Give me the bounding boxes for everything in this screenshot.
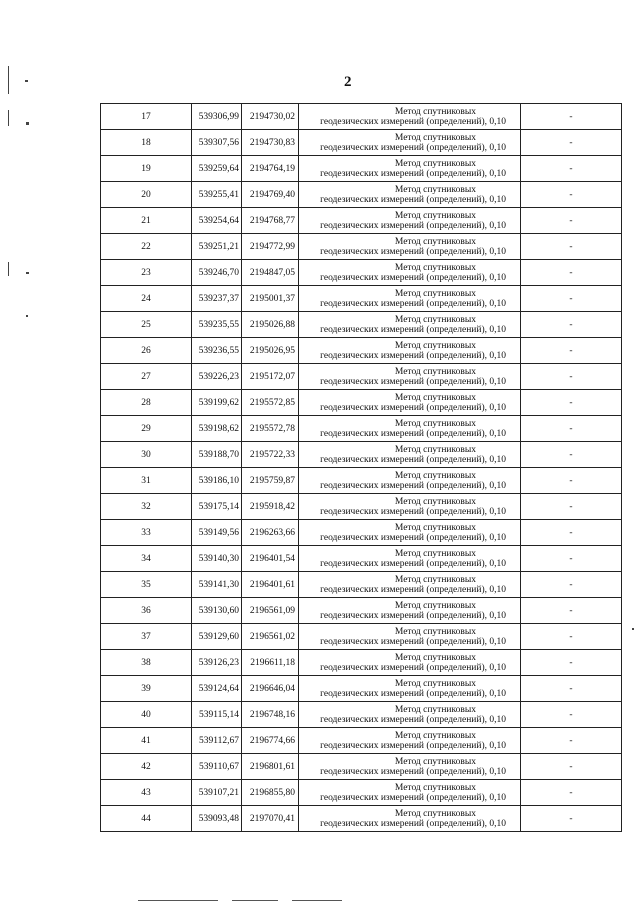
method-cell bbox=[299, 208, 521, 234]
error-cell: - bbox=[521, 182, 622, 208]
x-coordinate-cell: 539115,14 bbox=[192, 702, 242, 728]
table-row bbox=[101, 780, 622, 806]
method-cell bbox=[299, 702, 521, 728]
footer-line bbox=[232, 900, 278, 901]
y-coordinate-cell: 2194730,02 bbox=[242, 104, 299, 130]
x-coordinate-cell: 539254,64 bbox=[192, 208, 242, 234]
point-number-cell: 42 bbox=[101, 754, 192, 780]
table-row bbox=[101, 208, 622, 234]
table-row bbox=[101, 286, 622, 312]
table-row bbox=[101, 130, 622, 156]
method-line-1: Метод спутниковых bbox=[394, 600, 476, 611]
page-number: 2 bbox=[344, 74, 352, 90]
method-line-1: Метод спутниковых bbox=[394, 704, 476, 715]
point-number-cell: 27 bbox=[101, 364, 192, 390]
error-cell: - bbox=[521, 650, 622, 676]
x-coordinate-cell: 539129,60 bbox=[192, 624, 242, 650]
x-coordinate-cell: 539235,55 bbox=[192, 312, 242, 338]
x-coordinate-cell: 539199,62 bbox=[192, 390, 242, 416]
y-coordinate-cell: 2196646,04 bbox=[242, 676, 299, 702]
scan-mark bbox=[8, 262, 9, 276]
x-coordinate-cell: 539251,21 bbox=[192, 234, 242, 260]
method-line-2: геодезических измерений (определений), 0,10 bbox=[320, 116, 506, 127]
method-line-2: геодезических измерений (определений), 0,10 bbox=[320, 428, 506, 439]
error-cell: - bbox=[521, 208, 622, 234]
point-number-cell: 32 bbox=[101, 494, 192, 520]
method-cell bbox=[299, 546, 521, 572]
table-row bbox=[101, 624, 622, 650]
point-number-cell: 24 bbox=[101, 286, 192, 312]
error-cell: - bbox=[521, 260, 622, 286]
method-cell bbox=[299, 520, 521, 546]
point-number-cell: 20 bbox=[101, 182, 192, 208]
error-cell: - bbox=[521, 104, 622, 130]
x-coordinate-cell: 539186,10 bbox=[192, 468, 242, 494]
method-line-1: Метод спутниковых bbox=[394, 132, 476, 143]
method-line-2: геодезических измерений (определений), 0,10 bbox=[320, 324, 506, 335]
error-cell: - bbox=[521, 494, 622, 520]
scan-mark bbox=[8, 66, 9, 94]
table-row bbox=[101, 416, 622, 442]
footer-line bbox=[292, 900, 342, 901]
y-coordinate-cell: 2195026,88 bbox=[242, 312, 299, 338]
x-coordinate-cell: 539141,30 bbox=[192, 572, 242, 598]
method-cell bbox=[299, 338, 521, 364]
error-cell: - bbox=[521, 598, 622, 624]
table-row bbox=[101, 520, 622, 546]
method-line-1: Метод спутниковых bbox=[394, 756, 476, 767]
method-line-2: геодезических измерений (определений), 0,10 bbox=[320, 376, 506, 387]
method-line-2: геодезических измерений (определений), 0,10 bbox=[320, 246, 506, 257]
error-cell: - bbox=[521, 624, 622, 650]
method-cell bbox=[299, 624, 521, 650]
method-line-1: Метод спутниковых bbox=[394, 626, 476, 637]
method-line-2: геодезических измерений (определений), 0,10 bbox=[320, 168, 506, 179]
method-line-2: геодезических измерений (определений), 0,10 bbox=[320, 480, 506, 491]
table-row bbox=[101, 260, 622, 286]
error-cell: - bbox=[521, 520, 622, 546]
method-cell bbox=[299, 442, 521, 468]
point-number-cell: 37 bbox=[101, 624, 192, 650]
error-cell: - bbox=[521, 312, 622, 338]
x-coordinate-cell: 539188,70 bbox=[192, 442, 242, 468]
point-number-cell: 28 bbox=[101, 390, 192, 416]
method-cell bbox=[299, 156, 521, 182]
method-line-1: Метод спутниковых bbox=[394, 210, 476, 221]
error-cell: - bbox=[521, 546, 622, 572]
method-line-1: Метод спутниковых bbox=[394, 496, 476, 507]
x-coordinate-cell: 539107,21 bbox=[192, 780, 242, 806]
error-cell: - bbox=[521, 364, 622, 390]
method-line-1: Метод спутниковых bbox=[394, 340, 476, 351]
method-line-1: Метод спутниковых bbox=[394, 470, 476, 481]
scan-mark bbox=[25, 80, 28, 82]
table-row bbox=[101, 442, 622, 468]
y-coordinate-cell: 2195572,78 bbox=[242, 416, 299, 442]
error-cell: - bbox=[521, 442, 622, 468]
method-line-2: геодезических измерений (определений), 0,10 bbox=[320, 220, 506, 231]
y-coordinate-cell: 2195572,85 bbox=[242, 390, 299, 416]
x-coordinate-cell: 539246,70 bbox=[192, 260, 242, 286]
table-row bbox=[101, 546, 622, 572]
error-cell: - bbox=[521, 234, 622, 260]
table-row bbox=[101, 494, 622, 520]
point-number-cell: 26 bbox=[101, 338, 192, 364]
method-line-2: геодезических измерений (определений), 0,10 bbox=[320, 610, 506, 621]
method-line-2: геодезических измерений (определений), 0,10 bbox=[320, 714, 506, 725]
point-number-cell: 34 bbox=[101, 546, 192, 572]
method-line-1: Метод спутниковых bbox=[394, 184, 476, 195]
method-line-1: Метод спутниковых bbox=[394, 444, 476, 455]
point-number-cell: 43 bbox=[101, 780, 192, 806]
table-row bbox=[101, 390, 622, 416]
method-cell bbox=[299, 780, 521, 806]
method-cell bbox=[299, 572, 521, 598]
method-line-1: Метод спутниковых bbox=[394, 158, 476, 169]
method-line-2: геодезических измерений (определений), 0,10 bbox=[320, 688, 506, 699]
method-line-2: геодезических измерений (определений), 0,10 bbox=[320, 142, 506, 153]
y-coordinate-cell: 2195918,42 bbox=[242, 494, 299, 520]
point-number-cell: 21 bbox=[101, 208, 192, 234]
point-number-cell: 38 bbox=[101, 650, 192, 676]
method-line-2: геодезических измерений (определений), 0,10 bbox=[320, 454, 506, 465]
x-coordinate-cell: 539255,41 bbox=[192, 182, 242, 208]
method-line-1: Метод спутниковых bbox=[394, 730, 476, 741]
error-cell: - bbox=[521, 676, 622, 702]
table-row bbox=[101, 364, 622, 390]
method-cell bbox=[299, 182, 521, 208]
scan-mark bbox=[8, 110, 9, 126]
table-row bbox=[101, 156, 622, 182]
method-line-1: Метод спутниковых bbox=[394, 262, 476, 273]
y-coordinate-cell: 2196748,16 bbox=[242, 702, 299, 728]
table-row bbox=[101, 806, 622, 832]
y-coordinate-cell: 2196611,18 bbox=[242, 650, 299, 676]
point-number-cell: 30 bbox=[101, 442, 192, 468]
table-row bbox=[101, 182, 622, 208]
x-coordinate-cell: 539306,99 bbox=[192, 104, 242, 130]
method-cell bbox=[299, 364, 521, 390]
method-line-2: геодезических измерений (определений), 0,10 bbox=[320, 298, 506, 309]
x-coordinate-cell: 539093,48 bbox=[192, 806, 242, 832]
table-row bbox=[101, 234, 622, 260]
error-cell: - bbox=[521, 286, 622, 312]
y-coordinate-cell: 2194847,05 bbox=[242, 260, 299, 286]
point-number-cell: 31 bbox=[101, 468, 192, 494]
method-line-2: геодезических измерений (определений), 0,10 bbox=[320, 532, 506, 543]
method-line-1: Метод спутниковых bbox=[394, 106, 476, 117]
method-line-2: геодезических измерений (определений), 0,10 bbox=[320, 272, 506, 283]
point-number-cell: 36 bbox=[101, 598, 192, 624]
error-cell: - bbox=[521, 416, 622, 442]
error-cell: - bbox=[521, 468, 622, 494]
scan-mark bbox=[26, 272, 29, 274]
scan-mark bbox=[632, 628, 634, 630]
x-coordinate-cell: 539237,37 bbox=[192, 286, 242, 312]
table-row bbox=[101, 572, 622, 598]
method-line-2: геодезических измерений (определений), 0,10 bbox=[320, 766, 506, 777]
y-coordinate-cell: 2197070,41 bbox=[242, 806, 299, 832]
method-line-1: Метод спутниковых bbox=[394, 314, 476, 325]
method-line-2: геодезических измерений (определений), 0,10 bbox=[320, 350, 506, 361]
y-coordinate-cell: 2195759,87 bbox=[242, 468, 299, 494]
footer-line bbox=[138, 900, 218, 901]
scan-mark bbox=[26, 315, 28, 317]
error-cell: - bbox=[521, 130, 622, 156]
method-cell bbox=[299, 312, 521, 338]
method-line-1: Метод спутниковых bbox=[394, 288, 476, 299]
point-number-cell: 22 bbox=[101, 234, 192, 260]
method-line-1: Метод спутниковых bbox=[394, 678, 476, 689]
point-number-cell: 33 bbox=[101, 520, 192, 546]
x-coordinate-cell: 539198,62 bbox=[192, 416, 242, 442]
y-coordinate-cell: 2196561,02 bbox=[242, 624, 299, 650]
point-number-cell: 35 bbox=[101, 572, 192, 598]
y-coordinate-cell: 2196401,54 bbox=[242, 546, 299, 572]
table-row bbox=[101, 312, 622, 338]
x-coordinate-cell: 539126,23 bbox=[192, 650, 242, 676]
y-coordinate-cell: 2196774,66 bbox=[242, 728, 299, 754]
x-coordinate-cell: 539259,64 bbox=[192, 156, 242, 182]
point-number-cell: 29 bbox=[101, 416, 192, 442]
y-coordinate-cell: 2195026,95 bbox=[242, 338, 299, 364]
method-cell bbox=[299, 468, 521, 494]
x-coordinate-cell: 539226,23 bbox=[192, 364, 242, 390]
table-row bbox=[101, 104, 622, 130]
method-line-2: геодезических измерений (определений), 0,10 bbox=[320, 792, 506, 803]
table-row bbox=[101, 338, 622, 364]
method-cell bbox=[299, 494, 521, 520]
y-coordinate-cell: 2194768,77 bbox=[242, 208, 299, 234]
method-line-2: геодезических измерений (определений), 0,10 bbox=[320, 818, 506, 829]
method-cell bbox=[299, 104, 521, 130]
y-coordinate-cell: 2194764,19 bbox=[242, 156, 299, 182]
method-cell bbox=[299, 728, 521, 754]
y-coordinate-cell: 2196263,66 bbox=[242, 520, 299, 546]
point-number-cell: 25 bbox=[101, 312, 192, 338]
method-line-2: геодезических измерений (определений), 0,10 bbox=[320, 558, 506, 569]
point-number-cell: 41 bbox=[101, 728, 192, 754]
method-cell bbox=[299, 390, 521, 416]
point-number-cell: 44 bbox=[101, 806, 192, 832]
method-line-2: геодезических измерений (определений), 0,10 bbox=[320, 506, 506, 517]
point-number-cell: 17 bbox=[101, 104, 192, 130]
table-row bbox=[101, 702, 622, 728]
y-coordinate-cell: 2194772,99 bbox=[242, 234, 299, 260]
error-cell: - bbox=[521, 780, 622, 806]
x-coordinate-cell: 539236,55 bbox=[192, 338, 242, 364]
method-cell bbox=[299, 234, 521, 260]
method-line-2: геодезических измерений (определений), 0,10 bbox=[320, 636, 506, 647]
y-coordinate-cell: 2195722,33 bbox=[242, 442, 299, 468]
error-cell: - bbox=[521, 754, 622, 780]
method-line-2: геодезических измерений (определений), 0,10 bbox=[320, 194, 506, 205]
error-cell: - bbox=[521, 806, 622, 832]
table-row bbox=[101, 676, 622, 702]
error-cell: - bbox=[521, 572, 622, 598]
y-coordinate-cell: 2194769,40 bbox=[242, 182, 299, 208]
table-row bbox=[101, 728, 622, 754]
x-coordinate-cell: 539307,56 bbox=[192, 130, 242, 156]
y-coordinate-cell: 2196401,61 bbox=[242, 572, 299, 598]
method-cell bbox=[299, 598, 521, 624]
method-line-2: геодезических измерений (определений), 0,10 bbox=[320, 740, 506, 751]
method-cell bbox=[299, 286, 521, 312]
x-coordinate-cell: 539112,67 bbox=[192, 728, 242, 754]
method-cell bbox=[299, 650, 521, 676]
scan-mark bbox=[26, 122, 29, 125]
method-cell bbox=[299, 416, 521, 442]
method-line-1: Метод спутниковых bbox=[394, 652, 476, 663]
point-number-cell: 39 bbox=[101, 676, 192, 702]
table-row bbox=[101, 650, 622, 676]
method-cell bbox=[299, 260, 521, 286]
method-cell bbox=[299, 130, 521, 156]
method-line-1: Метод спутниковых bbox=[394, 808, 476, 819]
method-line-1: Метод спутниковых bbox=[394, 418, 476, 429]
x-coordinate-cell: 539140,30 bbox=[192, 546, 242, 572]
y-coordinate-cell: 2196855,80 bbox=[242, 780, 299, 806]
method-line-1: Метод спутниковых bbox=[394, 392, 476, 403]
method-line-1: Метод спутниковых bbox=[394, 522, 476, 533]
method-cell bbox=[299, 806, 521, 832]
error-cell: - bbox=[521, 156, 622, 182]
y-coordinate-cell: 2196801,61 bbox=[242, 754, 299, 780]
method-line-1: Метод спутниковых bbox=[394, 574, 476, 585]
method-line-1: Метод спутниковых bbox=[394, 782, 476, 793]
error-cell: - bbox=[521, 338, 622, 364]
method-line-1: Метод спутниковых bbox=[394, 548, 476, 559]
y-coordinate-cell: 2196561,09 bbox=[242, 598, 299, 624]
y-coordinate-cell: 2195172,07 bbox=[242, 364, 299, 390]
x-coordinate-cell: 539149,56 bbox=[192, 520, 242, 546]
point-number-cell: 23 bbox=[101, 260, 192, 286]
y-coordinate-cell: 2194730,83 bbox=[242, 130, 299, 156]
point-number-cell: 19 bbox=[101, 156, 192, 182]
method-line-1: Метод спутниковых bbox=[394, 366, 476, 377]
table-row bbox=[101, 598, 622, 624]
error-cell: - bbox=[521, 390, 622, 416]
x-coordinate-cell: 539175,14 bbox=[192, 494, 242, 520]
x-coordinate-cell: 539124,64 bbox=[192, 676, 242, 702]
error-cell: - bbox=[521, 728, 622, 754]
point-number-cell: 18 bbox=[101, 130, 192, 156]
method-cell bbox=[299, 676, 521, 702]
method-line-1: Метод спутниковых bbox=[394, 236, 476, 247]
x-coordinate-cell: 539110,67 bbox=[192, 754, 242, 780]
method-line-2: геодезических измерений (определений), 0,10 bbox=[320, 662, 506, 673]
y-coordinate-cell: 2195001,37 bbox=[242, 286, 299, 312]
method-line-2: геодезических измерений (определений), 0,10 bbox=[320, 584, 506, 595]
error-cell: - bbox=[521, 702, 622, 728]
coordinates-table bbox=[100, 103, 622, 832]
table-row bbox=[101, 754, 622, 780]
x-coordinate-cell: 539130,60 bbox=[192, 598, 242, 624]
point-number-cell: 40 bbox=[101, 702, 192, 728]
method-cell bbox=[299, 754, 521, 780]
method-line-2: геодезических измерений (определений), 0,10 bbox=[320, 402, 506, 413]
table-row bbox=[101, 468, 622, 494]
